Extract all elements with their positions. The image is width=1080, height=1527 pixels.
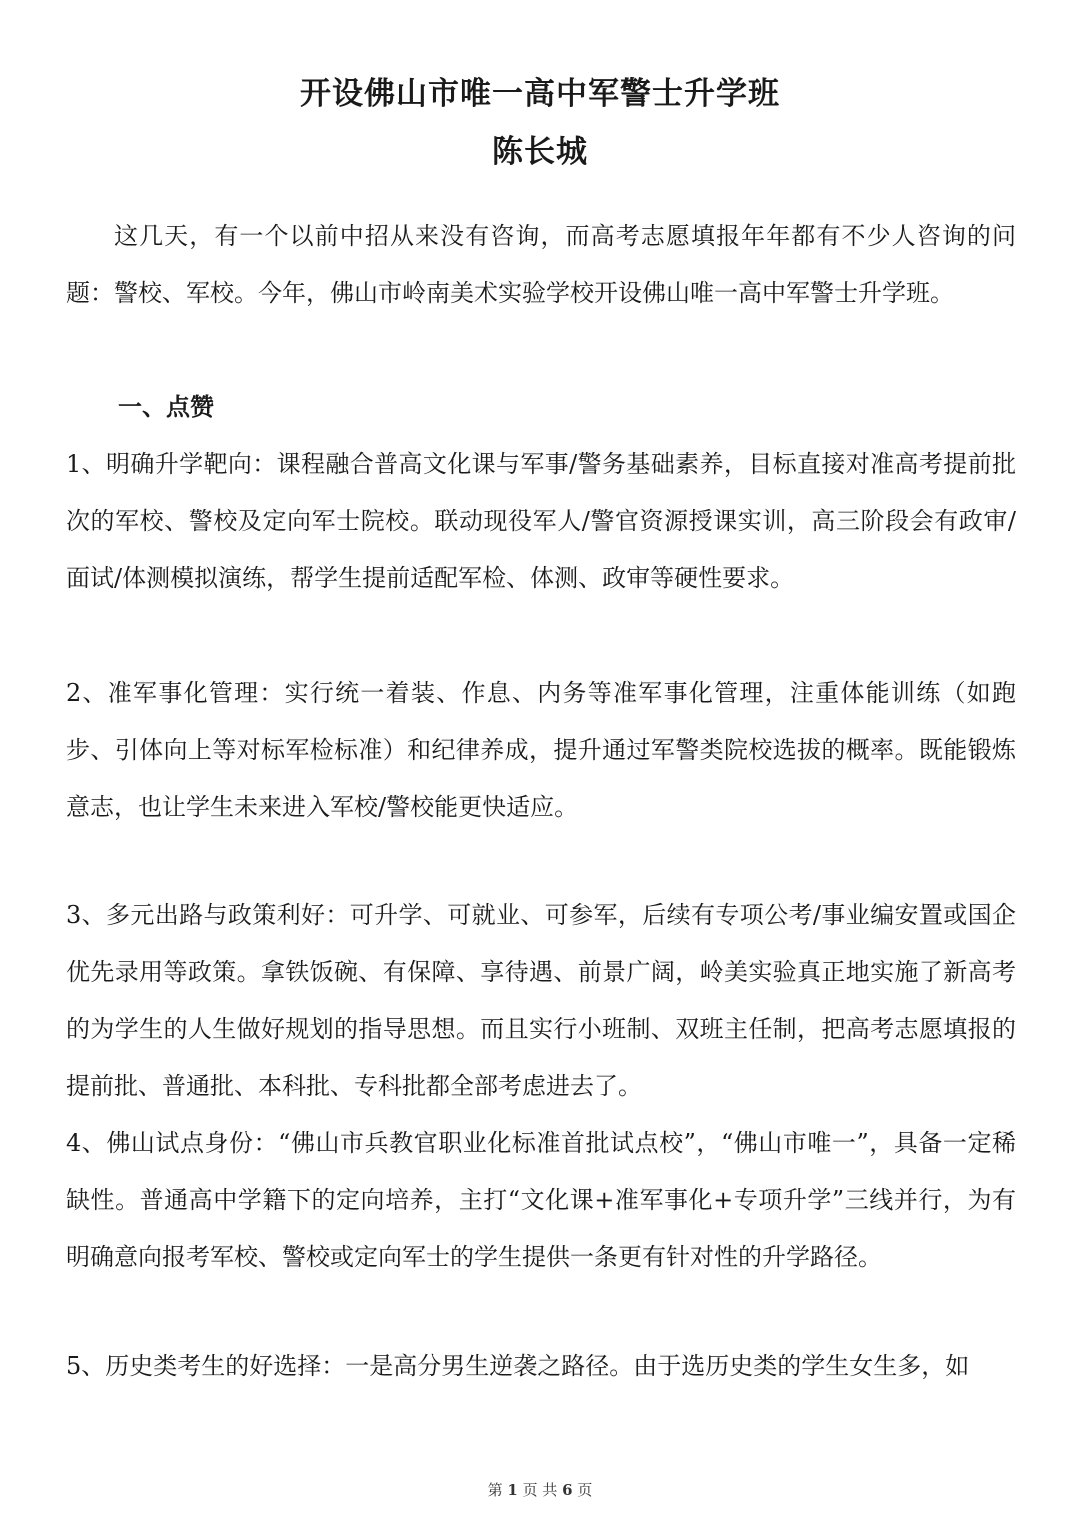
footer-prefix: 第 xyxy=(487,1481,503,1499)
point-2-paragraph: 2、准军事化管理：实行统一着装、作息、内务等准军事化管理，注重体能训练（如跑步、引体向上等对标军检标准）和纪律养成，提升通过军警类院校选拔的概率。既能锻炼意志，也让学生未来进入军校/警校能更快适应。 xyxy=(66,679,1016,821)
point-3-paragraph: 3、多元出路与政策利好：可升学、可就业、可参军，后续有专项公考/事业编安置或国企优先录用等政策。拿铁饭碗、有保障、享待遇、前景广阔，岭美实验真正地实施了新高考的为学生的人生做好规划的指导思想。而且实行小班制、双班主任制，把高考志愿填报的提前批、普通批、本科批、专科批都全部考虑进去了。 xyxy=(66,901,1016,1100)
point-4-paragraph: 4、佛山试点身份：“佛山市兵教官职业化标准首批试点校”，“佛山市唯一”，具备一定稀缺性。普通高中学籍下的定向培养，主打“文化课+准军事化+专项升学”三线并行，为有明确意向报考军校、警校或定向军士的学生提供一条更有针对性的升学路径。 xyxy=(66,1129,1016,1271)
intro-paragraph: 这几天，有一个以前中招从来没有咨询，而高考志愿填报年年都有不少人咨询的问题：警校、军校。今年，佛山市岭南美术实验学校开设佛山唯一高中军警士升学班。 xyxy=(66,222,1016,307)
section-heading: 一、点赞 xyxy=(118,392,214,421)
footer-middle: 页 共 xyxy=(522,1481,558,1499)
document-title: 开设佛山市唯一高中军警士升学班 xyxy=(300,76,780,112)
document-author: 陈长城 xyxy=(492,134,588,170)
footer-page-number: 1 xyxy=(507,1481,518,1499)
footer-total-pages: 6 xyxy=(562,1481,573,1499)
point-1-paragraph: 1、明确升学靶向：课程融合普高文化课与军事/警务基础素养，目标直接对准高考提前批次的军校、警校及定向军士院校。联动现役军人/警官资源授课实训，高三阶段会有政审/面试/体测模拟演练，帮学生提前适配军检、体测、政审等硬性要求。 xyxy=(66,450,1016,592)
page-footer xyxy=(0,1480,1080,1500)
footer-suffix: 页 xyxy=(577,1481,593,1499)
point-5-paragraph: 5、历史类考生的好选择：一是高分男生逆袭之路径。由于选历史类的学生女生多，如 xyxy=(66,1352,970,1380)
